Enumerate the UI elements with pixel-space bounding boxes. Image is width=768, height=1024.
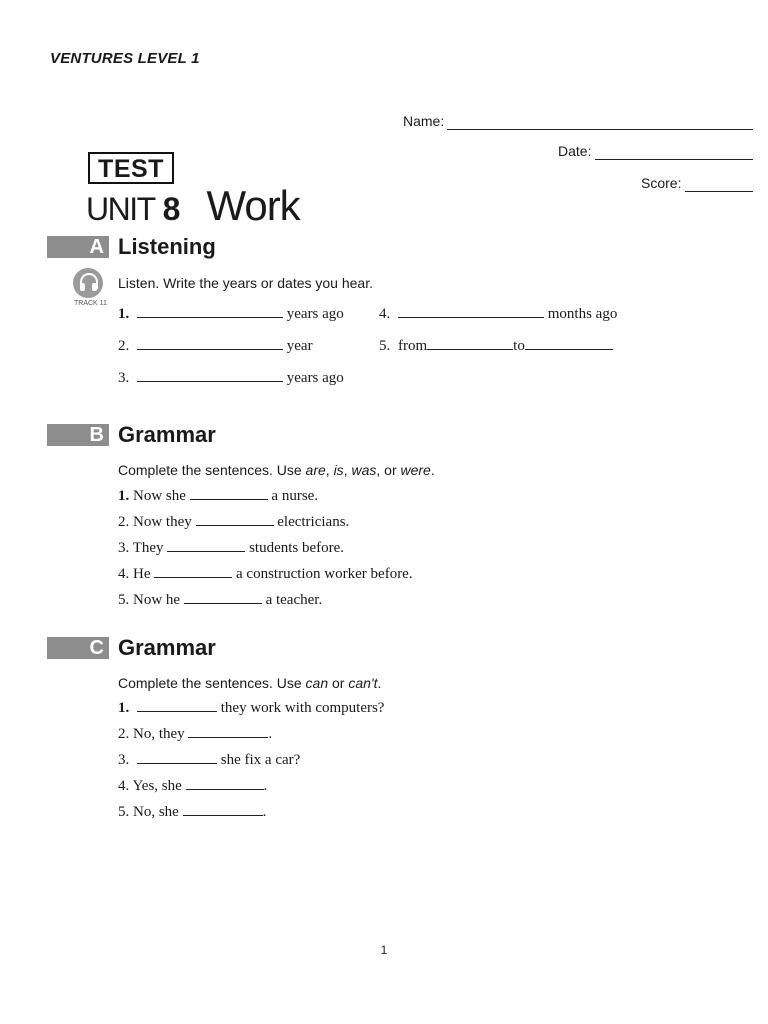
score-label: Score: (641, 175, 682, 191)
answer-blank[interactable] (525, 348, 613, 350)
section-b-bar (47, 424, 109, 446)
answer-blank[interactable] (137, 762, 217, 764)
page-number: 1 (380, 943, 388, 957)
answer-blank[interactable] (190, 498, 268, 500)
name-label: Name: (403, 113, 445, 129)
answer-blank[interactable] (183, 814, 263, 816)
unit-title: Work (206, 182, 300, 229)
section-a-bar (47, 236, 109, 258)
list-item: 2. Now they electricians. (118, 514, 350, 530)
list-item: 2. No, they . (118, 726, 273, 742)
name-field-line[interactable] (447, 115, 753, 130)
answer-blank[interactable] (188, 736, 268, 738)
score-field-line[interactable] (685, 177, 753, 192)
answer-blank[interactable] (398, 316, 544, 318)
test-badge: TEST (88, 152, 174, 184)
list-item: 5. from to (379, 338, 613, 355)
list-item: 5. No, she . (118, 804, 267, 820)
answer-blank[interactable] (196, 524, 274, 526)
section-c-bar (47, 637, 109, 659)
unit-number: 8 (162, 191, 181, 227)
list-item: 1. Now she a nurse. (118, 488, 319, 504)
section-a-title: Listening (118, 234, 216, 259)
list-item: 4. He a construction worker before. (118, 566, 413, 582)
unit-word: UNIT (86, 191, 155, 227)
list-item: 3. They students before. (118, 540, 345, 556)
answer-blank[interactable] (137, 380, 283, 382)
section-c-instruction: Complete the sentences. Use can or can't. (118, 675, 382, 691)
list-item: 1. they work with computers? (118, 700, 385, 716)
answer-blank[interactable] (167, 550, 245, 552)
track-label: TRACK 11 (74, 300, 107, 307)
section-b-instruction: Complete the sentences. Use are, is, was, or were. (118, 462, 435, 478)
date-field-line[interactable] (595, 145, 753, 160)
series-title: VENTURES LEVEL 1 (50, 50, 200, 67)
answer-blank[interactable] (427, 348, 513, 350)
list-item: 3. she fix a car? (118, 752, 301, 768)
list-item: 2. year (118, 338, 313, 354)
list-item: 3. years ago (118, 370, 344, 386)
answer-blank[interactable] (184, 602, 262, 604)
date-label: Date: (558, 143, 592, 159)
list-item: 5. Now he a teacher. (118, 592, 323, 608)
section-a-letter: A (89, 236, 104, 258)
section-a-instruction: Listen. Write the years or dates you hear. (118, 275, 373, 291)
headphones-icon (73, 268, 103, 298)
answer-blank[interactable] (154, 576, 232, 578)
list-item: 4. Yes, she . (118, 778, 268, 794)
answer-blank[interactable] (137, 710, 217, 712)
list-item: 1. years ago (118, 306, 344, 322)
answer-blank[interactable] (137, 348, 283, 350)
answer-blank[interactable] (186, 788, 264, 790)
answer-blank[interactable] (137, 316, 283, 318)
section-b-title: Grammar (118, 422, 216, 447)
section-b-letter: B (89, 424, 104, 446)
unit-heading (86, 182, 300, 229)
section-c-letter: C (89, 637, 104, 659)
section-c-title: Grammar (118, 635, 216, 660)
list-item: 4. months ago (379, 306, 618, 322)
